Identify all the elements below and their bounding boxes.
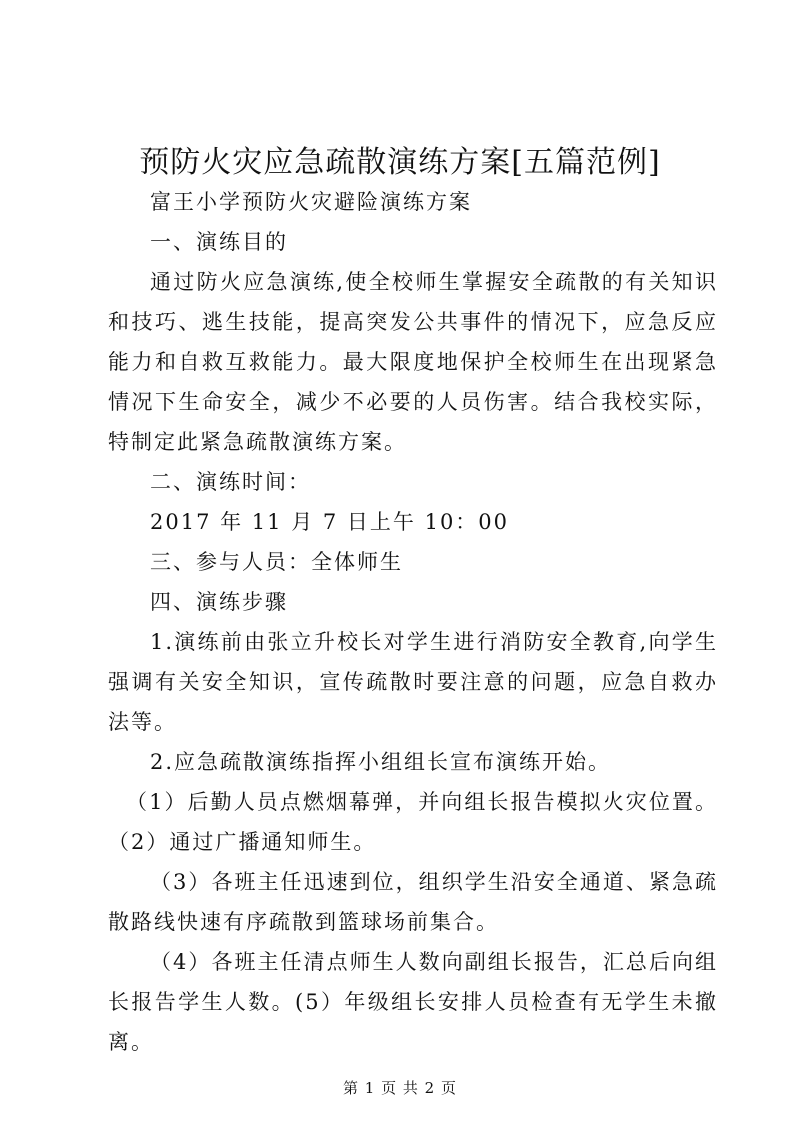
paragraph-step: （1）后勤人员点燃烟幕弹，并向组长报告模拟火灾位置。（2）通过广播通知师生。 [108, 790, 718, 854]
document-title: 预防火灾应急疏散演练方案[五篇范例] [139, 145, 661, 180]
paragraph-section-heading: 四、演练步骤 [150, 590, 288, 614]
paragraph-subtitle: 富王小学预防火灾避险演练方案 [150, 190, 472, 214]
paragraph-step: （3）各班主任迅速到位，组织学生沿安全通道、紧急疏散路线快速有序疏散到篮球场前集合。 [108, 870, 718, 934]
page-footer: 第 1 页 共 2 页 [343, 1079, 457, 1097]
paragraph-step: 2.应急疏散演练指挥小组组长宣布演练开始。 [150, 750, 612, 774]
paragraph-section-heading: 三、参与人员：全体师生 [150, 550, 403, 574]
paragraph-date: 2017 年 11 月 7 日上午 10：00 [150, 510, 510, 534]
paragraph-section-heading: 一、演练目的 [150, 230, 288, 254]
document-body [108, 182, 718, 1062]
paragraph-section-heading: 二、演练时间： [150, 470, 311, 494]
paragraph-body: 通过防火应急演练,使全校师生掌握安全疏散的有关知识和技巧、逃生技能，提高突发公共事件的情况下，应急反应能力和自救互救能力。最大限度地保护全校师生在出现紧急情况下生命安全，减少不必要的人员伤害。结合我校实际，特制定此紧急疏散演练方案。 [108, 270, 718, 454]
paragraph-step: 1.演练前由张立升校长对学生进行消防安全教育,向学生强调有关安全知识，宣传疏散时要注意的问题，应急自救办法等。 [108, 630, 718, 734]
paragraph-step: （4）各班主任清点师生人数向副组长报告，汇总后向组长报告学生人数。(5）年级组长安排人员检查有无学生未撤离。 [108, 950, 718, 1054]
